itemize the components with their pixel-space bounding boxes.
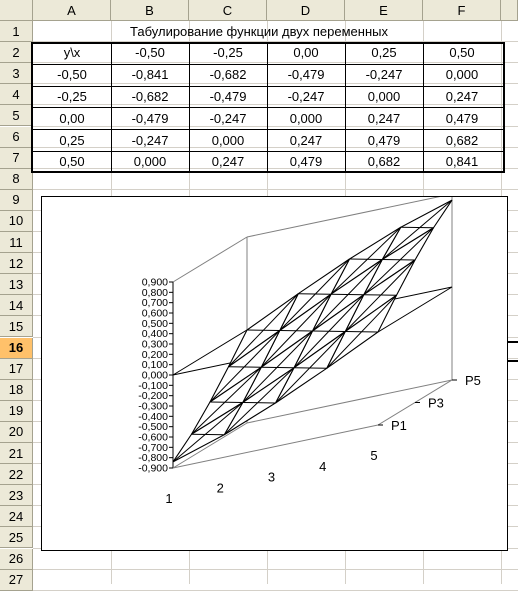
table-cell[interactable]: 0,000: [445, 67, 479, 83]
table-cell[interactable]: -0,841: [131, 67, 169, 83]
table-cell[interactable]: 0,000: [289, 110, 323, 126]
side-wall-top-edge: [173, 237, 247, 282]
z-tick-label: 0,000: [141, 369, 168, 382]
z-tick-label: 0,800: [141, 286, 168, 299]
table-cell[interactable]: 0,682: [367, 154, 401, 170]
row-header-7[interactable]: 7: [0, 148, 33, 169]
x-tick-label: 1: [165, 491, 173, 506]
x-tick-label: 3: [267, 469, 276, 485]
row-header-23[interactable]: 23: [0, 485, 33, 506]
z-tick-label: 0,500: [141, 317, 168, 330]
row-header-27[interactable]: 27: [0, 570, 33, 591]
row-header-9[interactable]: 9: [0, 190, 33, 211]
row-header-20[interactable]: 20: [0, 422, 33, 443]
series-label: P3: [428, 395, 444, 411]
z-tick-label: -0,800: [138, 452, 168, 465]
table-header-cell[interactable]: -0,50: [135, 45, 165, 61]
table-cell[interactable]: -0,247: [131, 132, 169, 148]
row-header-8[interactable]: 8: [0, 169, 33, 190]
surface-diagonal: [298, 294, 331, 295]
z-tick-label: 0,300: [141, 338, 168, 351]
table-cell[interactable]: -0,479: [131, 110, 169, 126]
surface-diagonal: [210, 402, 243, 403]
table-cell[interactable]: 0,50: [59, 154, 85, 170]
z-tick-label: -0,900: [138, 462, 168, 475]
row-header-26[interactable]: 26: [0, 549, 33, 570]
table-cell[interactable]: 0,479: [367, 132, 401, 148]
surface-diagonal: [331, 294, 364, 295]
row-header-14[interactable]: 14: [0, 295, 33, 316]
z-tick-label: -0,200: [138, 390, 168, 403]
z-tick-label: -0,500: [138, 421, 168, 434]
surface-diagonal: [401, 227, 434, 228]
z-tick-label: 0,400: [141, 328, 168, 341]
z-tick-label: -0,100: [138, 379, 168, 392]
surface-diagonal: [350, 259, 383, 260]
row-header-5[interactable]: 5: [0, 105, 33, 126]
row-header-25[interactable]: 25: [0, 527, 33, 548]
table-cell[interactable]: 0,682: [445, 132, 479, 148]
table-cell[interactable]: -0,682: [209, 67, 247, 83]
row-header-12[interactable]: 12: [0, 253, 33, 274]
row-header-16[interactable]: 16: [0, 338, 33, 359]
table-cell[interactable]: -0,479: [209, 88, 247, 104]
row-header-2[interactable]: 2: [0, 42, 33, 63]
surface-diagonal: [382, 260, 415, 261]
row-header-22[interactable]: 22: [0, 464, 33, 485]
table-cell[interactable]: 0,247: [367, 110, 401, 126]
table-header-cell[interactable]: -0,25: [213, 45, 243, 61]
row-header-10[interactable]: 10: [0, 211, 33, 232]
column-header-f[interactable]: F: [423, 0, 501, 21]
surface-diagonal: [261, 367, 294, 368]
row-header-6[interactable]: 6: [0, 127, 33, 148]
column-header-c[interactable]: C: [189, 0, 267, 21]
x-tick-label: 4: [319, 458, 327, 474]
surface-diagonal: [313, 331, 346, 332]
z-tick-label: -0,600: [138, 431, 168, 444]
column-header-a[interactable]: A: [33, 0, 111, 21]
table-cell[interactable]: 0,000: [133, 154, 167, 170]
row-header-13[interactable]: 13: [0, 274, 33, 295]
surface-diagonal: [192, 434, 225, 435]
x-tick-label: 2: [216, 480, 224, 496]
grid-row-line: [33, 189, 518, 190]
table-cell[interactable]: -0,247: [287, 88, 325, 104]
table-cell[interactable]: -0,50: [57, 67, 87, 83]
select-all-corner[interactable]: [0, 0, 33, 21]
table-cell[interactable]: 0,247: [289, 132, 323, 148]
z-tick-label: -0,700: [138, 441, 168, 454]
table-cell[interactable]: 0,479: [289, 154, 323, 170]
column-header-b[interactable]: B: [111, 0, 189, 21]
series-label: P5: [465, 373, 481, 388]
series-label: P1: [391, 418, 407, 433]
row-header-19[interactable]: 19: [0, 401, 33, 422]
table-cell[interactable]: 0,479: [445, 110, 479, 126]
surface-diagonal: [345, 332, 378, 333]
surface-diagonal: [280, 331, 313, 332]
row-header-1[interactable]: 1: [0, 21, 33, 42]
column-header-d[interactable]: D: [267, 0, 345, 21]
z-tick-label: 0,900: [141, 276, 168, 289]
table-cell[interactable]: 0,000: [367, 88, 401, 104]
surface-chart[interactable]: [41, 196, 508, 551]
surface-diagonal: [243, 402, 276, 403]
table-cell[interactable]: 0,25: [59, 132, 85, 148]
table-cell[interactable]: 0,841: [445, 154, 479, 170]
surface-chart-svg: [42, 197, 507, 550]
row-header-4[interactable]: 4: [0, 84, 33, 105]
row-header-24[interactable]: 24: [0, 506, 33, 527]
table-cell[interactable]: -0,682: [131, 88, 169, 104]
sheet-title[interactable]: Табулирование функции двух переменных: [130, 24, 388, 39]
z-tick-label: 0,100: [141, 359, 168, 372]
table-cell[interactable]: -0,25: [57, 88, 87, 104]
surface-diagonal: [247, 330, 280, 331]
table-cell[interactable]: 0,000: [211, 132, 245, 148]
table-cell[interactable]: -0,247: [365, 67, 403, 83]
table-cell[interactable]: -0,247: [209, 110, 247, 126]
table-cell[interactable]: 0,247: [211, 154, 245, 170]
grid-row-line: [33, 569, 518, 570]
row-header-17[interactable]: 17: [0, 359, 33, 380]
row-header-18[interactable]: 18: [0, 380, 33, 401]
row-header-11[interactable]: 11: [0, 232, 33, 253]
row-header-21[interactable]: 21: [0, 443, 33, 464]
surface-diagonal: [294, 368, 327, 369]
z-tick-label: 0,200: [141, 348, 168, 361]
z-tick-label: 0,600: [141, 307, 168, 320]
column-header-e[interactable]: E: [345, 0, 423, 21]
table-header-cell[interactable]: 0,50: [449, 45, 475, 61]
row-header-3[interactable]: 3: [0, 63, 33, 84]
table-cell[interactable]: 0,247: [445, 88, 479, 104]
z-tick-label: -0,400: [138, 410, 168, 423]
table-cell[interactable]: 0,00: [59, 110, 85, 126]
x-tick-label: 5: [370, 448, 378, 463]
table-header-cell[interactable]: y\x: [63, 45, 81, 61]
table-header-cell[interactable]: 0,00: [293, 45, 319, 61]
surface-diagonal: [229, 367, 262, 368]
z-tick-label: 0,700: [141, 297, 168, 310]
surface-diagonal: [364, 295, 397, 296]
table-header-cell[interactable]: 0,25: [371, 45, 397, 61]
z-tick-label: -0,300: [138, 400, 168, 413]
row-header-15[interactable]: 15: [0, 316, 33, 337]
column-header-g[interactable]: [501, 0, 518, 21]
table-cell[interactable]: -0,479: [287, 67, 325, 83]
